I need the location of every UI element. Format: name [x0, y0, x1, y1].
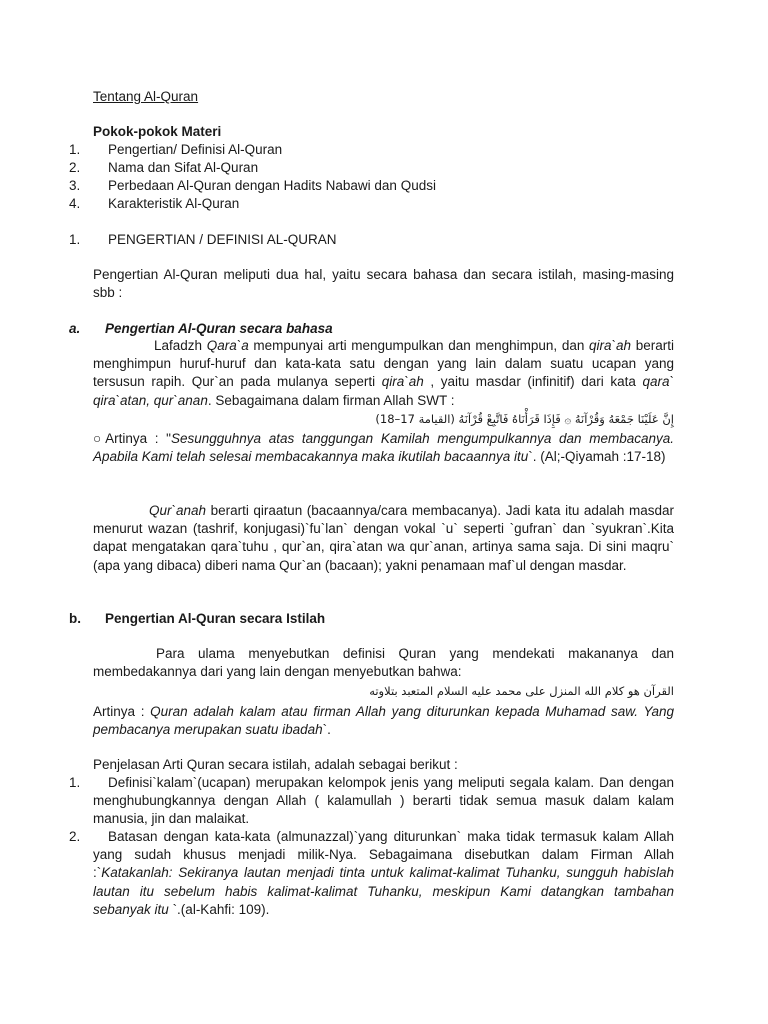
section-heading: PENGERTIAN / DEFINISI AL-QURAN [108, 232, 337, 247]
bahasa-paragraph: Lafadzh Qara`a mempunyai arti mengumpulkan dan menghimpun, dan qira`ah berarti menghimpun huruf-huruf dan kata-kata satu dengan yang lain dalam suatu ucapan yang tersusun rapih. Qur`an pada mulanya seperti qira`ah , yaitu masdar (infinitif) dari kata qara` qira`atan, qur`anan. Sebagaimana dalam firman Allah SWT : [93, 338, 674, 408]
penjelasan-item-num: 2. [69, 829, 81, 844]
penjelasan-heading: Penjelasan Arti Quran secara istilah, adalah sebagai berikut : [93, 757, 458, 772]
penjelasan-item-text: Definisi`kalam`(ucapan) merupakan kelompok jenis yang meliputi segala kalam. Dan dengan menghubungkannya dengan Allah ( kalamullah ) berarti tidak semua masuk dalam kalam manusia, jin dan malaikat. [93, 775, 674, 827]
subsection-label: a. [69, 321, 81, 336]
section-number: 1. [69, 232, 81, 247]
section-intro-paragraph: Pengertian Al-Quran meliputi dua hal, yaitu secara bahasa dan secara istilah, masing-masing sbb : [93, 267, 674, 301]
arabic-definition: القرآن هو كلام الله المنزل على محمد عليه السلام المتعبد بتلاوته [369, 684, 674, 698]
pokok-item-num: 2. [69, 160, 81, 175]
artinya-paragraph: Artinya : Quran adalah kalam atau firman Allah yang diturunkan kepada Muhamad saw. Yang pembacanya merupakan suatu ibadah`. [93, 704, 674, 738]
pokok-item-num: 1. [69, 142, 81, 157]
pokok-item-text: Nama dan Sifat Al-Quran [108, 160, 259, 175]
subsection-heading: Pengertian Al-Quran secara bahasa [105, 321, 333, 336]
quranah-paragraph: Qur`anah berarti qiraatun (bacaannya/cara membacanya). Jadi kata itu adalah masdar menurut wazan (tashrif, konjugasi)`fu`lan` dengan vokal `u` seperti `gufran` dan `syukran`.Kita dapat mengatakan qara`tuhu , qur`an, qira`atan wa qur`anan, artinya sama saja. Di sini maqru` (apa yang dibaca) diberi nama Qur`an (bacaan); yakni penamaan maf`ul dengan masdar. [93, 503, 674, 573]
subsection-label: b. [69, 611, 81, 626]
istilah-paragraph: Para ulama menyebutkan definisi Quran yang mendekati makananya dan membedakannya dari yang lain dengan menyebutkan bahwa: [93, 646, 674, 680]
arabic-verse: إِنَّ عَلَيْنَا جَمْعَهُ وَقُرْآنَهُ ۞ فَإِذَا قَرَأْنَاهُ فَاتَّبِعْ قُرْآنَهُ (القيامة 17–18) [375, 412, 674, 426]
penjelasan-item-num: 1. [69, 775, 81, 790]
pokok-item-num: 4. [69, 196, 81, 211]
pokok-item-text: Perbedaan Al-Quran dengan Hadits Nabawi dan Qudsi [108, 178, 436, 193]
pokok-item-text: Karakteristik Al-Quran [108, 196, 240, 211]
artinya-paragraph: ○Artinya : "Sesungguhnya atas tanggungan Kamilah mengumpulkannya dan membacanya. Apabila Kami telah selesai membacakannya maka ikutilah bacaannya itu`. (Al;-Qiyamah :17-18) [93, 431, 674, 465]
document-title: Tentang Al-Quran [93, 89, 199, 104]
pokok-heading: Pokok-pokok Materi [93, 124, 222, 139]
pokok-item-text: Pengertian/ Definisi Al-Quran [108, 142, 283, 157]
subsection-heading: Pengertian Al-Quran secara Istilah [105, 611, 326, 626]
pokok-item-num: 3. [69, 178, 81, 193]
penjelasan-item-text: Batasan dengan kata-kata (almunazzal)`yang diturunkan` maka tidak termasuk kalam Allah yang sudah khusus menjadi milik-Nya. Sebagaimana disebutkan dalam Firman Allah :`Katakanlah: Sekiranya lautan menjadi tinta untuk kalimat-kalimat Tuhanku, sungguh habislah lautan itu sebelum habis kalimat-kalimat Tuhanku, meskipun Kami datangkan tambahan sebanyak itu `.(al-Kahfi: 109). [93, 829, 674, 917]
